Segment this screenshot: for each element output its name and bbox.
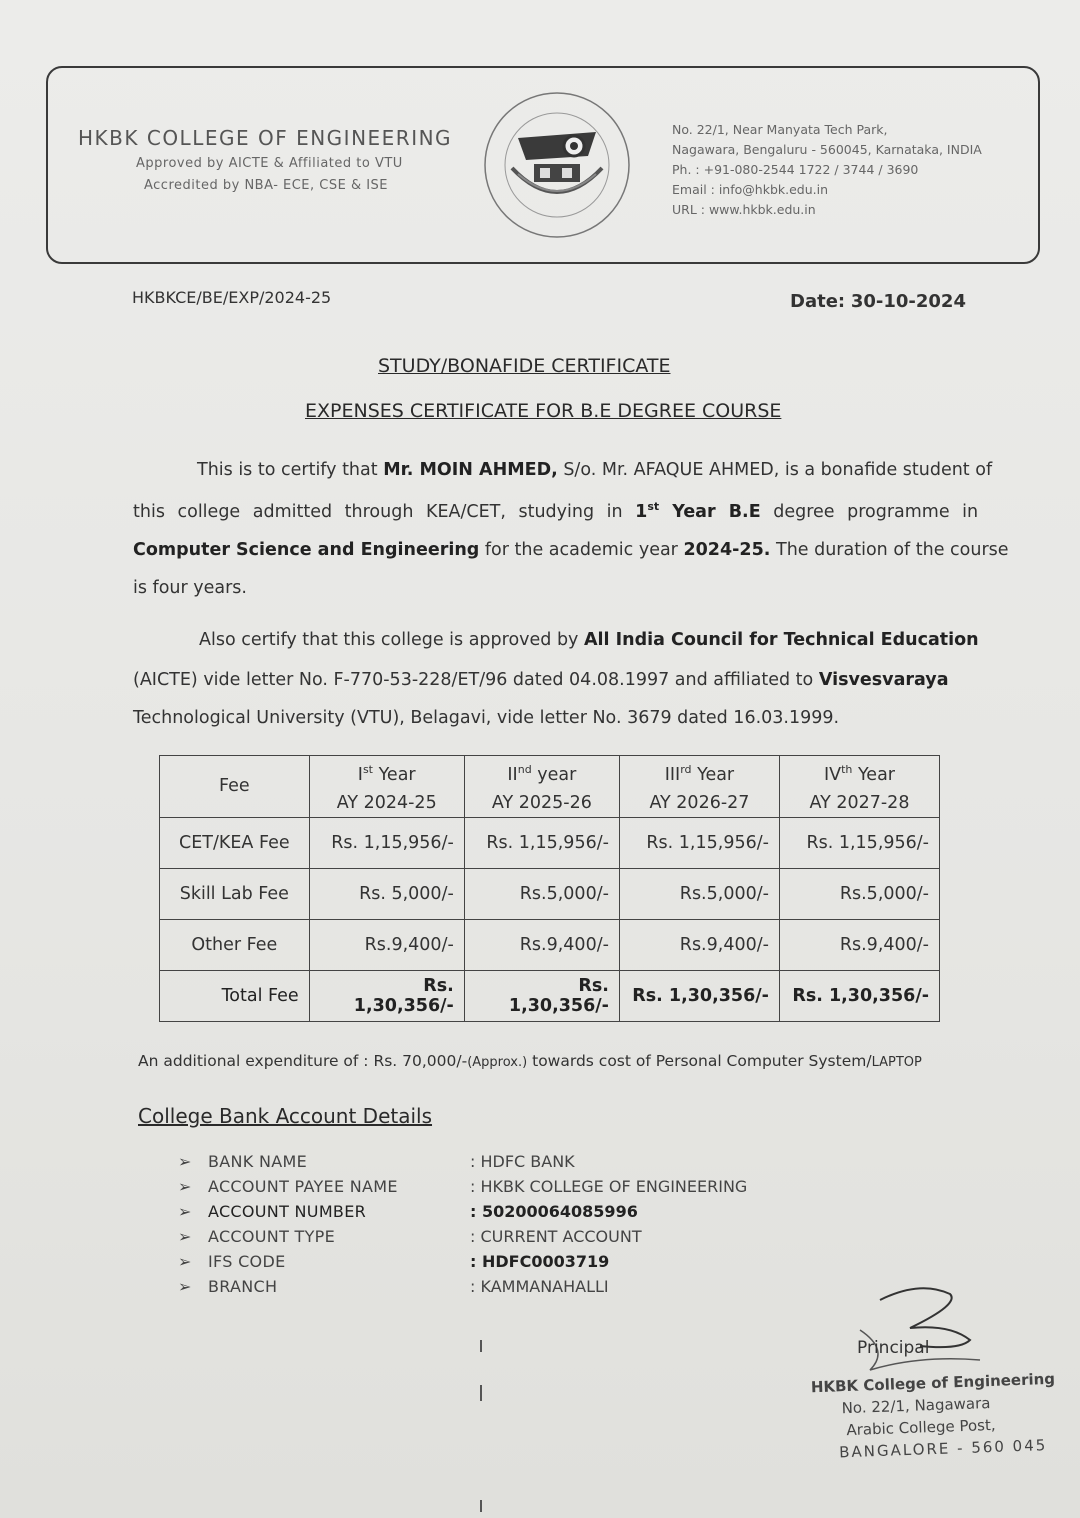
date-label: Date:: [790, 291, 846, 312]
fee-cell: Rs.9,400/-: [619, 919, 779, 970]
fee-cell: Rs. 1,15,956/-: [619, 817, 779, 868]
additional-expenditure-note: An additional expenditure of : Rs. 70,000/-(Approx.) towards cost of Personal Computer System/LAPTOP: [138, 1052, 922, 1070]
bank-row-account-type: ➢ ACCOUNT TYPE : CURRENT ACCOUNT: [178, 1227, 642, 1246]
bank-row-branch: ➢ BRANCH : KAMMANAHALLI: [178, 1277, 609, 1296]
arrow-bullet-icon: ➢: [178, 1252, 192, 1271]
fee-row-label: Skill Lab Fee: [160, 868, 310, 919]
fee-table-header: [160, 756, 940, 818]
arrow-bullet-icon: ➢: [178, 1177, 192, 1196]
fee-row-total: [160, 970, 940, 1021]
stamp-line: BANGALORE - 560 045: [838, 1436, 1048, 1462]
signatory-title: Principal: [857, 1338, 930, 1358]
fee-row-skill-lab: [160, 868, 940, 919]
college-address: [672, 120, 982, 220]
para1-line3: Computer Science and Engineering for the academic year 2024-25. The duration of the course: [133, 540, 1009, 560]
fee-row-cet: [160, 817, 940, 868]
fee-header-year4: IVth Year AY 2027-28: [779, 756, 939, 818]
bank-value: : KAMMANAHALLI: [470, 1277, 609, 1296]
pen-mark: [480, 1385, 482, 1401]
council-name: All India Council for Technical Education: [583, 630, 979, 650]
phone-line: Ph. : +91-080-2544 1722 / 3744 / 3690: [672, 162, 919, 177]
fee-header-corner: Fee: [160, 756, 310, 818]
fee-row-label: Total Fee: [160, 970, 310, 1021]
fee-row-label: Other Fee: [160, 919, 310, 970]
arrow-bullet-icon: ➢: [178, 1152, 192, 1171]
bank-row-name: ➢ BANK NAME : HDFC BANK: [178, 1152, 575, 1171]
approval-line: Approved by AICTE & Affiliated to VTU: [136, 156, 403, 171]
fee-total-cell: Rs. 1,30,356/-: [619, 970, 779, 1021]
para1-line4: is four years.: [133, 578, 247, 598]
study-year: 1st Year B.E: [635, 500, 761, 522]
student-name: Mr. MOIN AHMED,: [383, 460, 558, 480]
bank-value: : HKBK COLLEGE OF ENGINEERING: [470, 1177, 748, 1196]
stamp-line: Arabic College Post,: [846, 1415, 996, 1440]
address-line: No. 22/1, Near Manyata Tech Park,: [672, 122, 888, 137]
para2-line2: (AICTE) vide letter No. F-770-53-228/ET/96 dated 04.08.1997 and affiliated to Visvesvaraya: [133, 670, 949, 690]
url-line: URL : www.hkbk.edu.in: [672, 202, 816, 217]
college-stamp: [811, 1368, 1058, 1464]
fee-cell: Rs. 1,15,956/-: [779, 817, 939, 868]
academic-year: 2024-25.: [683, 540, 771, 560]
pen-mark: [480, 1500, 482, 1512]
account-number: : 50200064085996: [470, 1202, 638, 1221]
fee-cell: Rs. 5,000/-: [309, 868, 464, 919]
stamp-line: No. 22/1, Nagawara: [841, 1394, 991, 1418]
college-name: HKBK COLLEGE OF ENGINEERING: [78, 126, 453, 150]
bank-details-heading: College Bank Account Details: [138, 1104, 433, 1128]
fee-total-cell: Rs. 1,30,356/-: [464, 970, 619, 1021]
date-value: 30-10-2024: [850, 291, 966, 312]
pen-mark: [480, 1340, 482, 1352]
university-name: Visvesvaraya: [818, 670, 949, 690]
para2-line1: Also certify that this college is approved by All India Council for Technical Education: [199, 630, 979, 650]
email-line: Email : info@hkbk.edu.in: [672, 182, 829, 197]
fee-total-cell: Rs. 1,30,356/-: [309, 970, 464, 1021]
ifsc-code: : HDFC0003719: [470, 1252, 610, 1271]
fee-cell: Rs.9,400/-: [464, 919, 619, 970]
fee-cell: Rs.9,400/-: [779, 919, 939, 970]
fee-header-year1: Ist Year AY 2024-25: [309, 756, 464, 818]
fee-cell: Rs. 1,15,956/-: [309, 817, 464, 868]
para1-line1: This is to certify that Mr. MOIN AHMED, S/o. Mr. AFAQUE AHMED, is a bonafide student of: [197, 460, 993, 480]
bank-row-payee: ➢ ACCOUNT PAYEE NAME : HKBK COLLEGE OF ENGINEERING: [178, 1177, 748, 1196]
reference-number: HKBKCE/BE/EXP/2024-25: [132, 288, 332, 307]
certificate-title: STUDY/BONAFIDE CERTIFICATE: [378, 355, 671, 377]
fee-cell: Rs.5,000/-: [779, 868, 939, 919]
arrow-bullet-icon: ➢: [178, 1202, 192, 1221]
bank-value: : CURRENT ACCOUNT: [470, 1227, 642, 1246]
para1-line2: this college admitted through KEA/CET, studying in 1st Year B.E degree programme in: [133, 500, 979, 522]
address-line: Nagawara, Bengaluru - 560045, Karnataka, INDIA: [672, 142, 982, 157]
fee-cell: Rs. 1,15,956/-: [464, 817, 619, 868]
college-emblem-icon: [478, 86, 636, 244]
fee-row-label: CET/KEA Fee: [160, 817, 310, 868]
bank-value: : HDFC BANK: [470, 1152, 575, 1171]
bank-row-account-number: ➢ ACCOUNT NUMBER : 50200064085996: [178, 1202, 638, 1221]
bank-row-ifsc: ➢ IFS CODE : HDFC0003719: [178, 1252, 610, 1271]
arrow-bullet-icon: ➢: [178, 1277, 192, 1296]
fee-header-year2: IInd year AY 2025-26: [464, 756, 619, 818]
fee-cell: Rs.5,000/-: [619, 868, 779, 919]
arrow-bullet-icon: ➢: [178, 1227, 192, 1246]
date-line: [790, 291, 966, 312]
letterhead: [46, 66, 1040, 264]
fee-total-cell: Rs. 1,30,356/-: [779, 970, 939, 1021]
para2-line3: Technological University (VTU), Belagavi, vide letter No. 3679 dated 16.03.1999.: [133, 708, 840, 728]
stamp-line: HKBK College of Engineering: [810, 1369, 1056, 1397]
fee-header-year3: IIIrd Year AY 2026-27: [619, 756, 779, 818]
accreditation-line: Accredited by NBA- ECE, CSE & ISE: [144, 178, 389, 193]
fee-table: [159, 755, 940, 1022]
fee-cell: Rs.9,400/-: [309, 919, 464, 970]
fee-cell: Rs.5,000/-: [464, 868, 619, 919]
fee-row-other: [160, 919, 940, 970]
branch-name: Computer Science and Engineering: [133, 540, 480, 560]
certificate-subtitle: EXPENSES CERTIFICATE FOR B.E DEGREE COURSE: [305, 400, 782, 422]
